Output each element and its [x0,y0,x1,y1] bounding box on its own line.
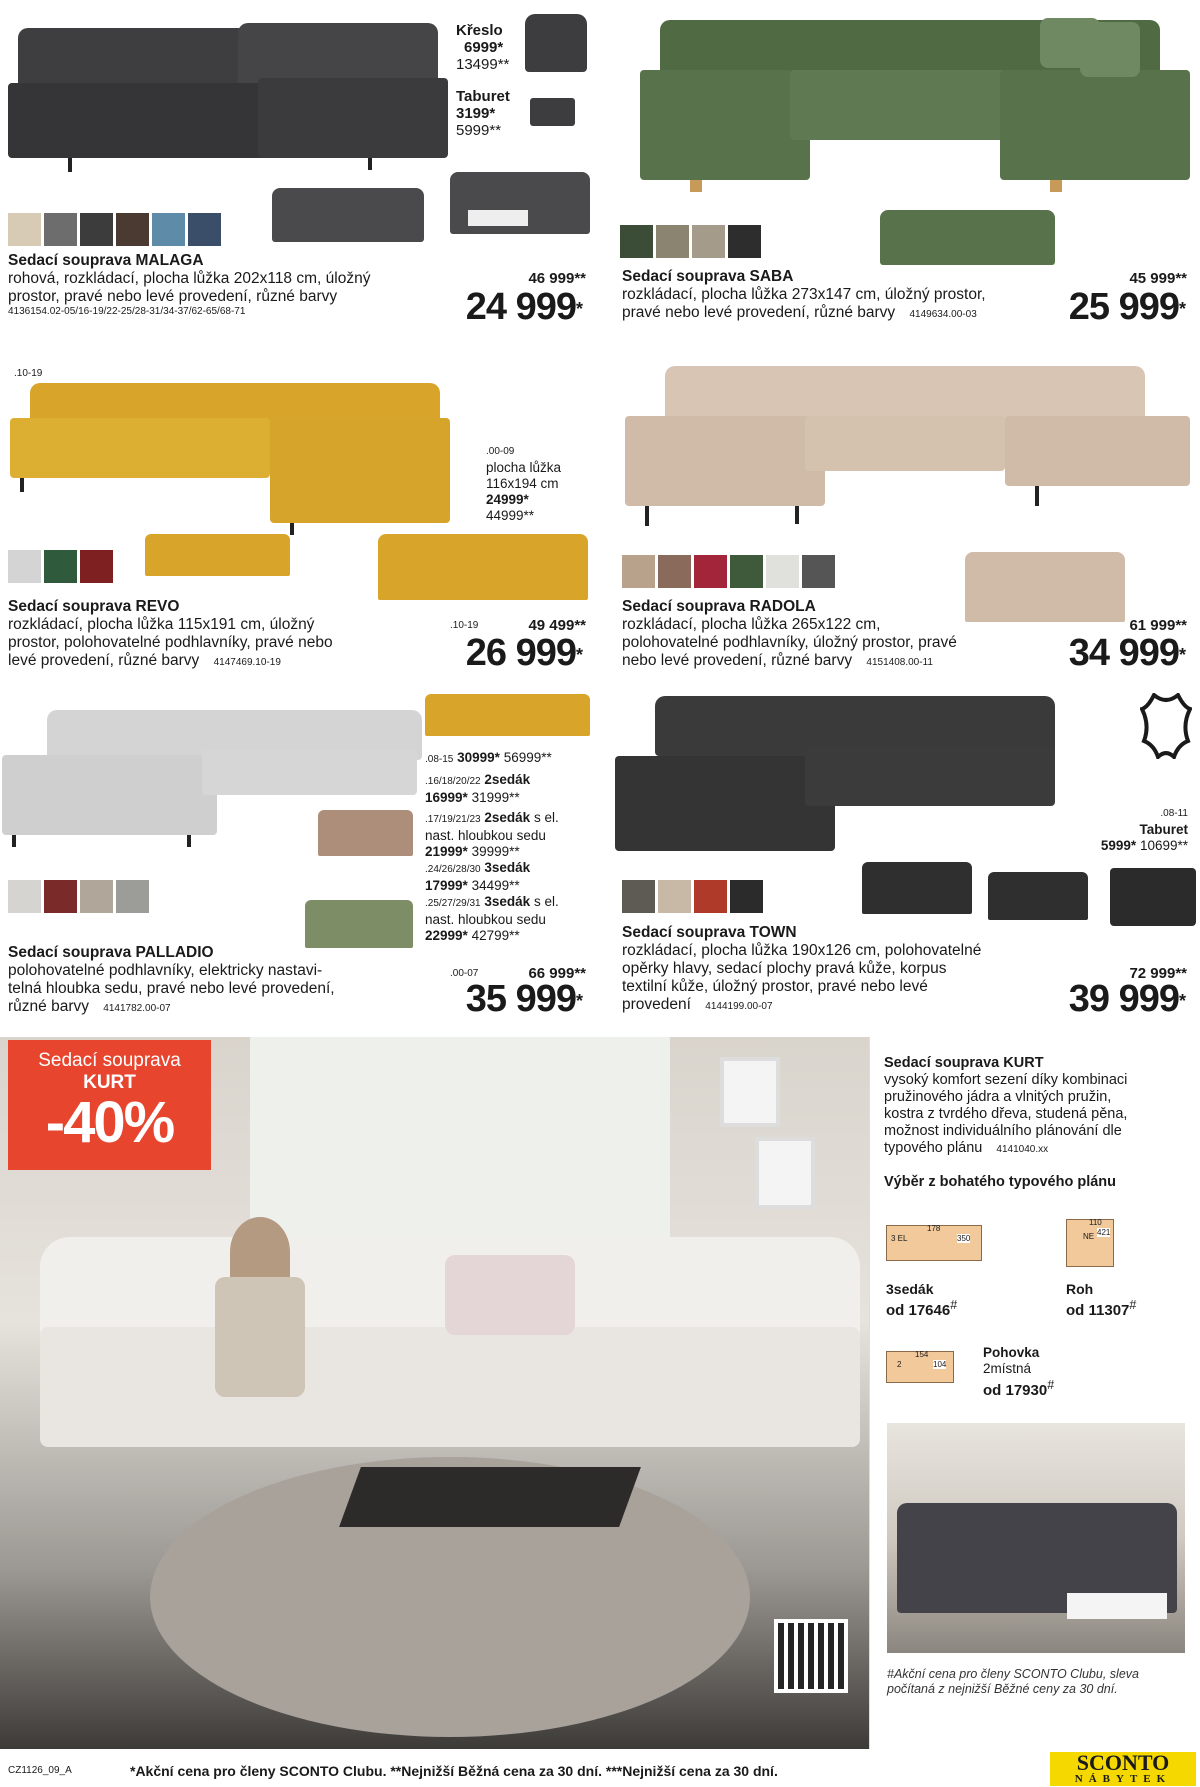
swatch [766,555,799,588]
side-old-price: 44999** [486,508,535,523]
palladio-options [425,750,595,944]
price-mark: * [575,645,582,665]
price-value: 26 999 [465,632,576,674]
town-bed-image-1 [862,862,972,914]
swatch [8,213,41,246]
product-title: Sedací souprava RADOLA [622,598,816,615]
plan-tag: 350 [957,1234,971,1243]
swatch [730,880,763,913]
plan-tag: 421 [1097,1228,1111,1237]
revo-old-price: 49 499** [528,617,586,634]
price-value: od 17930 [983,1382,1048,1399]
taburet-price: 5999* [1100,838,1137,853]
product-desc-line [8,998,428,1018]
option-row [425,860,595,878]
malaga-swatches [8,213,224,251]
swatch [116,880,149,913]
taburet-label: Taburet [456,88,510,105]
product-desc-line: prostor, polohovatelné podhlavníky, pravé nebo [8,634,333,651]
palladio-old-price: 66 999** [528,965,586,982]
town-bed-image-2 [988,872,1088,920]
product-code: 4149634.00-03 [909,309,977,320]
hash-mark: # [1129,1298,1137,1312]
revo-sofa-image [10,378,450,508]
plan-roh [1066,1281,1136,1319]
revo-bed-image-2 [378,534,588,600]
product-code: 4141782.00-07 [103,1003,171,1014]
taburet-label: Taburet [1139,822,1188,837]
plan-tag: 2 [897,1360,902,1369]
price-value: 25 999 [1068,286,1179,328]
plan-dim: 110 [1089,1218,1102,1227]
radola-old-price: 61 999** [1129,617,1187,634]
option-row [425,810,595,828]
palladio-small-green [305,900,413,948]
town-swatches [622,880,766,918]
product-desc-line: rohová, rozkládací, plocha lůžka 202x118 cm, úložný [8,270,371,287]
kurt-info-panel [869,1037,1200,1749]
desc-text: provedení [622,996,691,1013]
kurt-note [887,1667,1177,1697]
taburet-prices [1060,838,1188,854]
plan-heading: Výběr z bohatého typového plánu [884,1174,1117,1190]
kurt-text [884,1055,1194,1191]
swatch [802,555,835,588]
plan-label: Pohovka [983,1345,1040,1360]
swatch [116,213,149,246]
taburet-old-price: 5999** [456,122,502,139]
plan-label: 3sedák [886,1281,934,1297]
price-mark: * [1178,645,1185,665]
radola-price [1030,634,1185,672]
product-desc-line: rozkládací, plocha lůžka 115x191 cm, úložný [8,616,315,633]
desc-text: levé provedení, různé barvy [8,652,200,669]
option-row: nast. hloubkou sedu [425,828,546,843]
option-row [425,878,595,894]
option-row [425,894,595,912]
opt-code: .25/27/29/31 [425,898,481,909]
revo-text [8,598,428,672]
malaga-taburet-block [456,88,526,139]
desc-text: nebo levé provedení, různé barvy [622,652,853,669]
radola-swatches [622,555,838,593]
option-row [425,928,595,944]
saba-sofa-image [640,10,1190,210]
product-desc-line: polohovatelné podhlavníky, úložný prostor, pravé [622,634,957,651]
plan-label: Roh [1066,1281,1094,1297]
product-title: Sedací souprava REVO [8,598,180,615]
opt-price: 30999* [457,750,500,765]
note-line: počítaná z nejnižší Běžné ceny za 30 dní. [887,1682,1118,1696]
product-code: 4147469.10-19 [213,657,281,668]
malaga-stool-image [530,98,575,126]
product-desc-line [622,304,1022,324]
opt-old-price: 34499** [471,878,520,893]
malaga-kreslo-block [456,22,526,73]
malaga-chair-image [525,14,587,72]
kreslo-price: 6999* [464,39,504,56]
plan-roh-diagram [1066,1219,1114,1267]
plan-pohovka [983,1345,1054,1399]
product-desc-line: pružinového jádra a vlnitých pružin, [884,1089,1112,1105]
qr-code[interactable] [774,1619,848,1693]
product-desc-line: opěrky hlavy, sedací plochy pravá kůže, korpus [622,960,947,977]
radola-text [622,598,1022,672]
swatch [622,555,655,588]
product-desc-line [884,1140,1194,1158]
price-value: od 17646 [886,1302,951,1319]
product-code: 4141040.xx [996,1144,1049,1155]
palladio-text [8,944,428,1018]
product-code: 4136154.02-05/16-19/22-25/28-31/34-37/62-65/68-71 [8,306,246,317]
taburet-code: .08-11 [1160,808,1188,819]
plan-label: 2místná [983,1361,1032,1376]
plan-tag: 3 EL [891,1234,908,1243]
opt-code: .16/18/20/22 [425,776,481,787]
plan-tag: 104 [933,1360,947,1369]
logo-line: NÁBYTEK [1074,1773,1172,1785]
desc-text: typového plánu [884,1140,983,1156]
product-desc-line: možnost individuálního plánování dle [884,1123,1122,1139]
swatch [152,213,185,246]
swatch [80,213,113,246]
saba-bed-image [880,210,1055,265]
logo-line: SCONTO [1076,1750,1170,1775]
hash-mark: # [887,1667,894,1681]
town-stool-image [1110,868,1196,926]
saba-old-price: 45 999** [1129,270,1187,287]
opt-label: 3sedák [484,860,531,875]
plan-price [983,1377,1054,1399]
product-desc-line: telná hloubka sedu, pravé nebo levé provedení, [8,980,335,997]
opt-label: 2sedák [484,810,531,825]
plan-price [886,1297,957,1319]
product-desc-line: kostra z tvrdého dřeva, studená pěna, [884,1106,1128,1122]
option-row: nast. hloubkou sedu [425,912,546,927]
saba-swatches [620,225,764,263]
product-title: Sedací souprava PALLADIO [8,944,214,961]
product-desc-line: rozkládací, plocha lůžka 190x126 cm, polohovatelné [622,942,982,959]
badge-discount: -40% [45,1090,174,1155]
swatch [658,880,691,913]
saba-price [1030,288,1185,326]
malaga-bed-mattress [468,210,528,226]
price-value: 35 999 [465,978,576,1020]
revo-range-code: .10-19 [14,368,43,379]
swatch [44,550,77,583]
badge-line: Sedací souprava [38,1050,181,1071]
opt-label: 2sedák [484,772,531,787]
opt-code: .24/26/28/30 [425,864,481,875]
product-desc-line [622,996,1022,1016]
product-code: 4144199.00-07 [705,1001,773,1012]
badge-line: KURT [83,1072,136,1093]
desc-text: pravé nebo levé provedení, různé barvy [622,304,896,321]
town-sofa-image [615,686,1065,866]
price-mark: * [1178,299,1185,319]
product-title: Sedací souprava SABA [622,268,794,285]
swatch [692,225,725,258]
swatch [730,555,763,588]
palladio-small-brown [318,810,413,856]
swatch [694,555,727,588]
swatch [188,213,221,246]
swatch [622,880,655,913]
opt-old-price: 42799** [471,928,520,943]
product-title: Sedací souprava KURT [884,1055,1044,1071]
town-taburet-block [1060,806,1188,854]
side-code: .00-09 [486,446,515,457]
swatch [658,555,691,588]
opt-price: 21999* [425,844,468,859]
kurt-small-photo [887,1423,1185,1653]
product-title: Sedací souprava TOWN [622,924,797,941]
product-code: 4151408.00-11 [866,657,933,668]
town-text [622,924,1022,1016]
swatch [44,213,77,246]
plan-dim: 154 [915,1350,929,1359]
leather-icon [1140,693,1192,759]
swatch [8,880,41,913]
price-mark: * [1178,991,1185,1011]
price-value: 34 999 [1068,632,1179,674]
opt-tail: s el. [533,810,559,825]
product-desc-line: vysoký komfort sezení díky kombinaci [884,1072,1128,1088]
opt-code: .17/19/21/23 [425,814,481,825]
plan-tag: NE [1083,1232,1095,1241]
sconto-logo[interactable] [1050,1752,1196,1786]
option-row [425,844,595,860]
side-line: 116x194 cm [486,476,559,491]
swatch [8,550,41,583]
palladio-price-code: .00-07 [450,968,479,979]
swatch [728,225,761,258]
malaga-sofa-image [8,8,448,173]
opt-code: .08-15 [425,754,454,765]
kreslo-old-price: 13499** [456,56,510,73]
kurt-discount-badge [8,1040,211,1170]
opt-price: 22999* [425,928,468,943]
revo-bed-image-1 [145,534,290,576]
revo-price-code: .10-19 [450,620,479,631]
kreslo-label: Křeslo [456,22,503,39]
plan-3sedak-diagram [886,1225,982,1261]
malaga-price [430,288,582,326]
swatch [656,225,689,258]
product-desc-line [8,652,428,672]
plan-price [1066,1297,1136,1319]
product-desc-line: textilní kůže, úložný prostor, pravé nebo levé [622,978,928,995]
footer-code: CZ1126_09_A [8,1765,72,1776]
opt-old-price: 39999** [471,844,520,859]
price-value: 39 999 [1068,978,1179,1020]
palladio-swatches [8,880,152,918]
revo-side-block [486,444,586,524]
option-row [425,790,595,806]
radola-sofa-image [625,356,1190,536]
option-row [425,750,595,768]
palladio-price [430,980,582,1018]
hash-mark: # [950,1298,958,1312]
plan-pohovka-diagram [886,1351,954,1383]
taburet-old-price: 10699** [1139,838,1188,853]
swatch [620,225,653,258]
revo-swatches [8,550,116,588]
town-price [1030,980,1185,1018]
opt-old-price: 56999** [503,750,552,765]
desc-text: různé barvy [8,998,89,1015]
footer [0,1749,1200,1787]
product-desc-line [622,652,1022,672]
footer-text: *Akční cena pro členy SCONTO Clubu. **Nejnižší Běžná cena za 30 dní. ***Nejnižší cena za 30 dní. [130,1763,778,1779]
price-value: 24 999 [465,286,576,328]
price-mark: * [575,991,582,1011]
opt-old-price: 31999** [471,790,520,805]
product-desc-line: polohovatelné podhlavníky, elektricky nastavi- [8,962,323,979]
side-price: 24999* [486,492,529,507]
opt-label: 3sedák [484,894,531,909]
product-desc-line: prostor, pravé nebo levé provedení, různé barvy [8,288,338,305]
saba-text [622,268,1022,324]
opt-price: 16999* [425,790,468,805]
swatch [80,880,113,913]
town-old-price: 72 999** [1129,965,1187,982]
swatch [44,880,77,913]
product-title: Sedací souprava MALAGA [8,252,204,269]
swatch [694,880,727,913]
taburet-price: 3199* [456,105,496,122]
malaga-text [8,252,448,317]
revo-price [430,634,582,672]
price-mark: * [575,299,582,319]
malaga-bed-image-1 [272,188,424,242]
hash-mark: # [1047,1378,1055,1392]
opt-price: 17999* [425,878,468,893]
swatch [80,550,113,583]
malaga-old-price: 46 999** [528,270,586,287]
palladio-small-yellow [425,694,590,736]
product-desc-line: rozkládací, plocha lůžka 265x122 cm, [622,616,881,633]
option-row [425,772,595,790]
plan-3sedak [886,1281,957,1319]
opt-tail: s el. [533,894,559,909]
price-value: od 11307 [1066,1302,1130,1319]
product-desc-line: rozkládací, plocha lůžka 273x147 cm, úložný prostor, [622,286,986,303]
note-line: Akční cena pro členy SCONTO Clubu, sleva [893,1667,1139,1681]
side-line: plocha lůžka [486,460,562,475]
plan-dim: 178 [927,1224,941,1233]
